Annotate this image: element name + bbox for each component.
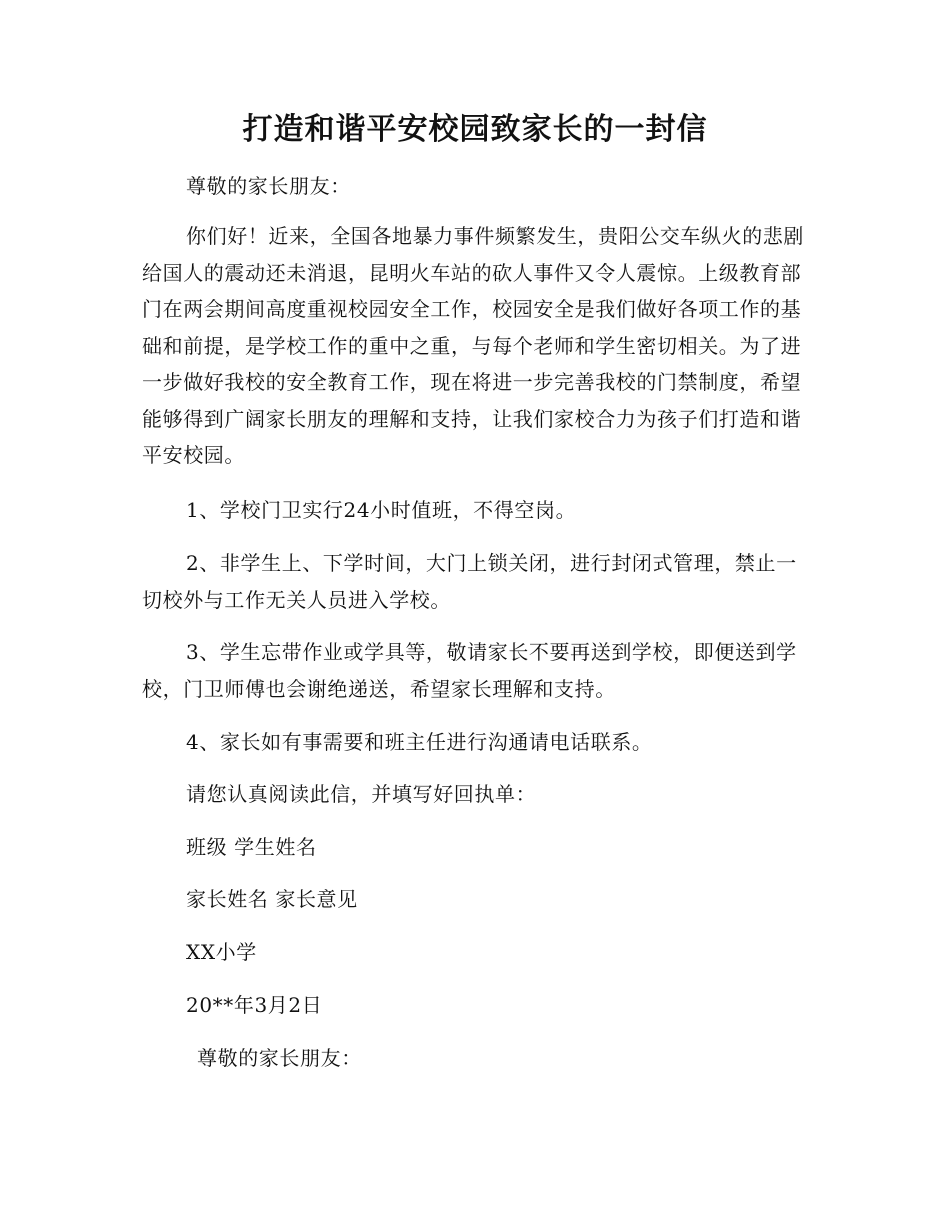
document-title: 打造和谐平安校园致家长的一封信 — [242, 112, 708, 147]
instruction-text: 请您认真阅读此信，并填写好回执单： — [186, 782, 537, 806]
rule-item-3: 3、学生忘带作业或学具等，敬请家长不要再送到学校，即便送到学校，门卫师傅也会谢绝递送，希望家长理解和支持。 — [142, 640, 797, 701]
letter-date: 20**年3月2日 — [186, 993, 323, 1017]
greeting: 尊敬的家长朋友： — [186, 174, 351, 198]
intro-paragraph: 你们好！近来，全国各地暴力事件频繁发生，贵阳公交车纵火的悲剧给国人的震动还未消退，昆明火车站的砍人事件又令人震惊。上级教育部门在两会期间高度重视校园安全工作，校园安全是我们做好各项工作的基础和前提，是学校工作的重中之重，与每个老师和学生密切相关。为了进一步做好我校的安全教育工作，现在将进一步完善我校的门禁制度，希望能够得到广阔家长朋友的理解和支持，让我们家校合力为孩子们打造和谐平安校园。 — [142, 224, 804, 467]
receipt-form-line-1: 班级 学生姓名 — [186, 835, 317, 859]
rule-item-1: 1、学校门卫实行24小时值班，不得空岗。 — [186, 498, 577, 522]
rule-item-4: 4、家长如有事需要和班主任进行沟通请电话联系。 — [186, 730, 653, 754]
repeated-greeting: 尊敬的家长朋友： — [197, 1046, 362, 1070]
school-name: XX小学 — [186, 940, 257, 964]
rule-item-2: 2、非学生上、下学时间，大门上锁关闭，进行封闭式管理，禁止一切校外与工作无关人员进入学校。 — [142, 551, 797, 612]
receipt-form-line-2: 家长姓名 家长意见 — [186, 887, 358, 911]
